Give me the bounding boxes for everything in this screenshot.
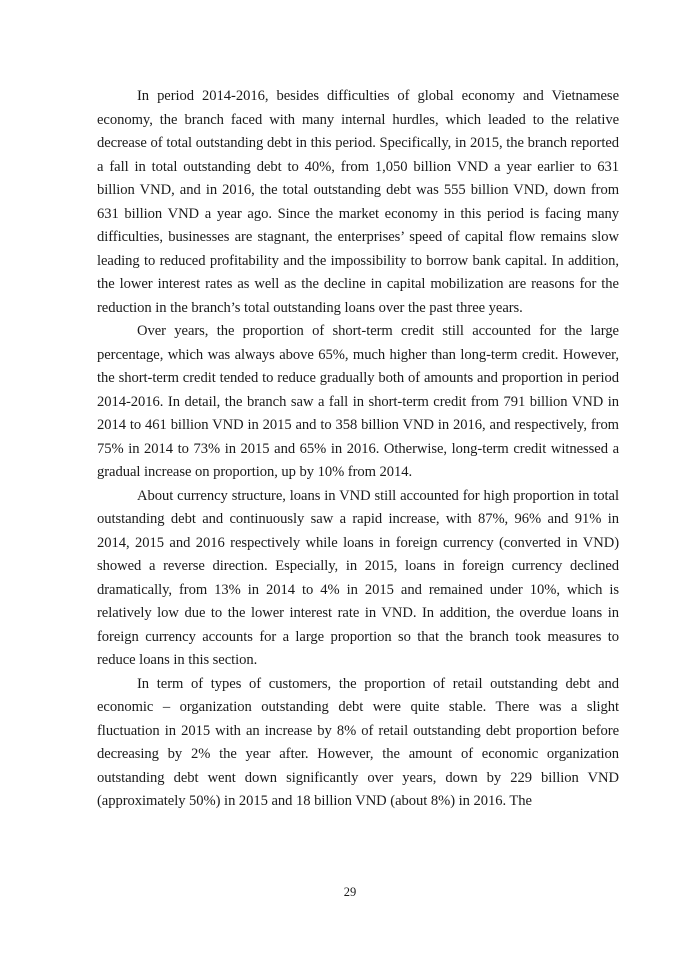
paragraph-currency-structure: About currency structure, loans in VND still accounted for high proportion in total outstanding debt and continuously saw a rapid increase, with 87%, 96% and 91% in 2014, 2015 and 2016 respectively while loans in foreign currency (converted in VND) showed a reverse direction. Especially, in 2015, loans in foreign currency declined dramatically, from 13% in 2014 to 4% in 2015 and remained under 10%, which is relatively low due to the lower interest rate in VND. In addition, the overdue loans in foreign currency accounts for a large proportion so that the branch took measures to reduce loans in this section. (97, 487, 619, 668)
paragraph-customer-types: In term of types of customers, the proportion of retail outstanding debt and economic – organization outstanding debt were quite stable. There was a slight fluctuation in 2015 with an increase by 8% of retail outstanding debt proportion before decreasing by 2% the year after. However, the amount of economic organization outstanding debt went down significantly over years, down by 229 billion VND (approximately 50%) in 2015 and 18 billion VND (about 8%) in 2016. The (97, 675, 619, 809)
paragraph-total-outstanding-debt: In period 2014-2016, besides difficulties of global economy and Vietnamese economy, the branch faced with many internal hurdles, which leaded to the relative decrease of total outstanding debt in this period. Specifically, in 2015, the branch reported a fall in total outstanding debt to 40%, from 1,050 billion VND a year earlier to 631 billion VND, and in 2016, the total outstanding debt was 555 billion VND, down from 631 billion VND a year ago. Since the market economy in this period is facing many difficulties, businesses are stagnant, the enterprises’ speed of capital flow remains slow leading to reduced profitability and the impossibility to borrow bank capital. In addition, the lower interest rates as well as the decline in capital mobilization are reasons for the reduction in the branch’s total outstanding loans over the past three years. (97, 88, 619, 316)
page-number: 29 (343, 885, 357, 899)
paragraph-short-term-credit: Over years, the proportion of short-term credit still accounted for the large percentage, which was always above 65%, much higher than long-term credit. However, the short-term credit tended to reduce gradually both of amounts and proportion in period 2014-2016. In detail, the branch saw a fall in short-term credit from 791 billion VND in 2014 to 461 billion VND in 2015 and to 358 billion VND in 2016, and respectively, from 75% in 2014 to 73% in 2015 and 65% in 2016. Otherwise, long-term credit witnessed a gradual increase on proportion, up by 10% from 2014. (97, 323, 619, 480)
body-text (97, 85, 619, 814)
